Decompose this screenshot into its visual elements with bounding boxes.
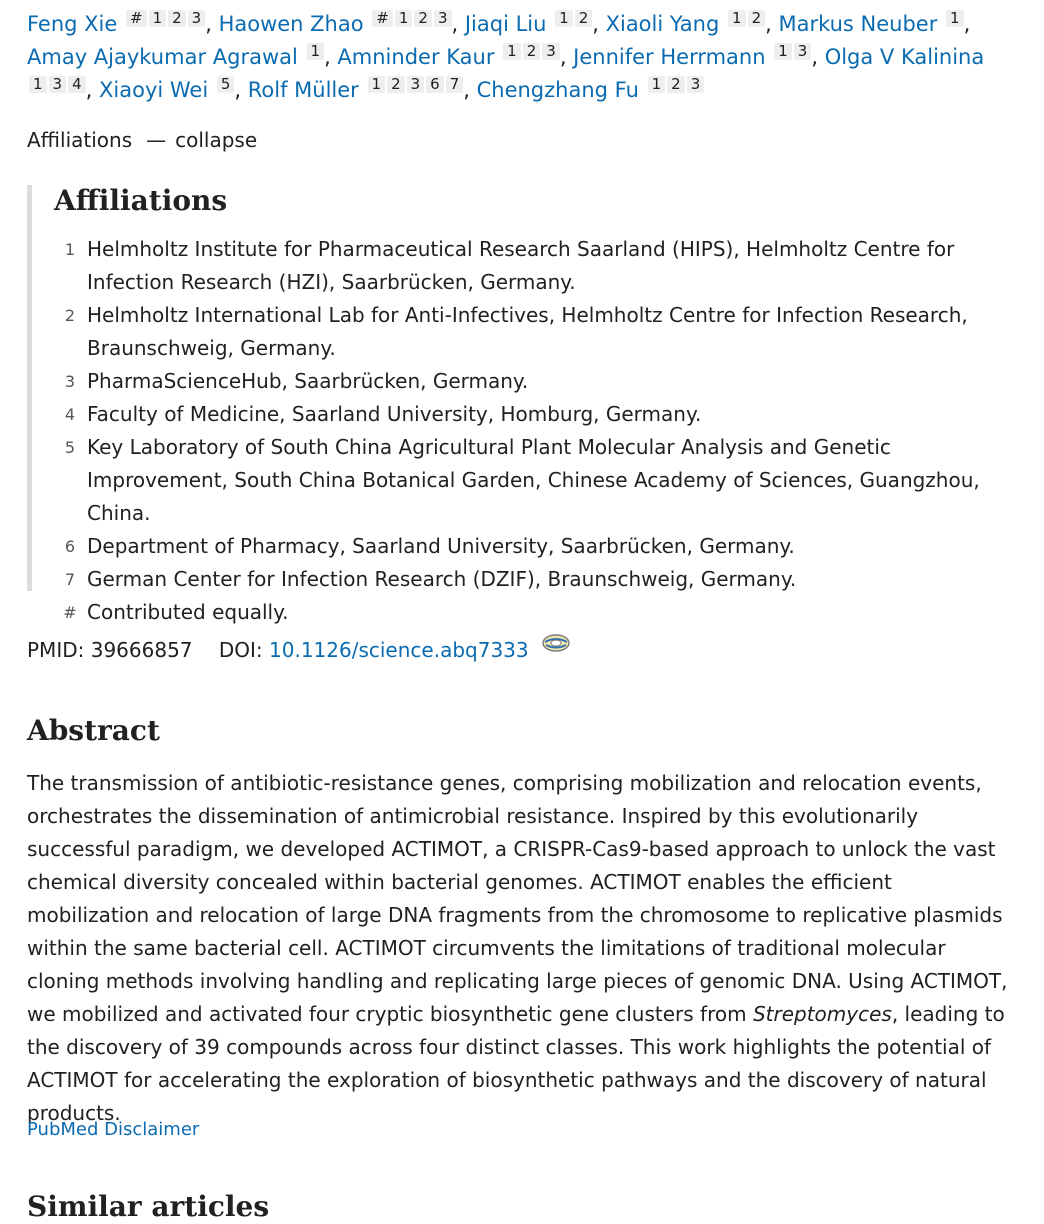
affiliation-mark[interactable]: 2 <box>387 76 405 93</box>
affiliation-item <box>32 431 1017 530</box>
affiliation-mark[interactable]: 2 <box>523 43 541 60</box>
affiliation-text: PharmaScienceHub, Saarbrücken, Germany. <box>87 369 529 393</box>
author-link[interactable]: Olga V Kalinina <box>824 45 985 69</box>
affiliation-text: German Center for Infection Research (DZIF), Braunschweig, Germany. <box>87 567 797 591</box>
author-separator: , <box>85 78 99 102</box>
pmid-value: 39666857 <box>90 638 193 662</box>
affiliation-mark[interactable]: 3 <box>542 43 560 60</box>
author-entry <box>337 42 559 69</box>
affiliation-mark[interactable]: 1 <box>728 10 746 27</box>
affiliation-mark[interactable]: 1 <box>774 43 792 60</box>
affiliations-toggle-label: Affiliations <box>27 128 133 152</box>
affiliation-text: Helmholtz International Lab for Anti-Infectives, Helmholtz Centre for Infection Research, Braunschweig, Germany. <box>87 303 968 360</box>
author-link[interactable]: Jennifer Herrmann <box>573 45 766 69</box>
author-separator: , <box>234 78 248 102</box>
author-entry <box>778 9 963 36</box>
affiliation-text: Department of Pharmacy, Saarland University, Saarbrücken, Germany. <box>87 534 795 558</box>
toggle-dash: — <box>146 128 167 152</box>
affiliation-number: 4 <box>64 405 76 424</box>
affiliation-marks <box>646 76 705 93</box>
affiliation-item <box>32 365 1017 398</box>
affiliation-item <box>32 563 1017 596</box>
affiliation-mark[interactable]: 1 <box>149 10 167 27</box>
affiliation-text: Contributed equally. <box>87 600 289 624</box>
affiliation-item <box>32 596 1017 629</box>
article-identifiers <box>27 634 571 666</box>
affiliation-number: 2 <box>64 306 76 325</box>
affiliation-text: Key Laboratory of South China Agricultural Plant Molecular Analysis and Genetic Improvement, South China Botanical Garden, Chinese Academy of Sciences, Guangzhou, China. <box>87 435 980 525</box>
author-separator: , <box>592 12 606 36</box>
affiliation-item <box>32 299 1017 365</box>
author-link[interactable]: Rolf Müller <box>247 78 359 102</box>
author-separator: , <box>451 12 465 36</box>
affiliation-item <box>32 398 1017 431</box>
affiliation-mark[interactable]: 1 <box>946 10 964 27</box>
abstract-text <box>27 767 1017 1130</box>
affiliation-mark[interactable]: 3 <box>794 43 812 60</box>
affiliations-heading: Affiliations <box>54 184 228 217</box>
affiliation-number: 1 <box>64 240 76 259</box>
affiliation-marks <box>501 43 560 60</box>
pubmed-disclaimer-link[interactable]: PubMed Disclaimer <box>27 1119 200 1140</box>
affiliation-number: 5 <box>64 438 76 457</box>
author-link[interactable]: Amninder Kaur <box>337 45 495 69</box>
affiliation-item <box>32 233 1017 299</box>
author-entry <box>605 9 766 36</box>
affiliation-mark[interactable]: 1 <box>648 76 666 93</box>
affiliation-mark[interactable]: 2 <box>168 10 186 27</box>
affiliation-marks <box>553 10 592 27</box>
abstract-text-part2: , leading to the discovery of 39 compounds across four distinct classes. This work highlights the potential of ACTIMOT for accelerating the exploration of biosynthetic pathways and the discovery of natural products. <box>27 1002 1005 1125</box>
affiliation-text: Helmholtz Institute for Pharmaceutical Research Saarland (HIPS), Helmholtz Centre for Infection Research (HZI), Saarbrücken, Germany. <box>87 237 955 294</box>
affiliation-mark[interactable]: 1 <box>555 10 573 27</box>
pmid-label: PMID: <box>27 638 85 662</box>
affiliation-number: 3 <box>64 372 76 391</box>
affiliation-mark[interactable]: # <box>372 10 393 27</box>
affiliation-mark[interactable]: 1 <box>395 10 413 27</box>
affiliation-mark[interactable]: 2 <box>414 10 432 27</box>
affiliation-mark[interactable]: 1 <box>307 43 325 60</box>
affiliation-number: 6 <box>64 537 76 556</box>
author-link[interactable]: Amay Ajaykumar Agrawal <box>27 45 298 69</box>
affiliation-item <box>32 530 1017 563</box>
affiliations-toggle[interactable] <box>27 126 257 154</box>
affiliation-marks <box>124 10 205 27</box>
author-link[interactable]: Chengzhang Fu <box>476 78 639 102</box>
affiliation-mark[interactable]: 1 <box>29 76 47 93</box>
affiliation-marks <box>772 43 811 60</box>
author-entry <box>99 75 234 102</box>
author-entry <box>27 42 324 69</box>
affiliation-marks <box>215 76 235 93</box>
affiliation-mark[interactable]: 7 <box>446 76 464 93</box>
affiliation-mark[interactable]: # <box>126 10 147 27</box>
author-separator: , <box>765 12 779 36</box>
affiliation-mark[interactable]: 3 <box>407 76 425 93</box>
affiliation-mark[interactable]: 3 <box>188 10 206 27</box>
affiliation-mark[interactable]: 1 <box>368 76 386 93</box>
affiliation-marks <box>366 76 464 93</box>
affiliation-marks <box>370 10 451 27</box>
author-entry <box>476 75 705 102</box>
affiliation-marks <box>27 76 86 93</box>
author-entry <box>27 9 205 36</box>
doi-label: DOI: <box>218 638 263 662</box>
author-link[interactable]: Xiaoli Yang <box>605 12 720 36</box>
doi-link[interactable]: 10.1126/science.abq7333 <box>269 638 529 662</box>
affiliation-mark[interactable]: 2 <box>575 10 593 27</box>
affiliation-marks <box>305 43 325 60</box>
similar-articles-heading: Similar articles <box>27 1190 270 1223</box>
full-text-link-icon[interactable] <box>541 631 571 653</box>
author-link[interactable]: Jiaqi Liu <box>464 12 547 36</box>
affiliations-list <box>32 233 1017 629</box>
author-link[interactable]: Markus Neuber <box>778 12 938 36</box>
author-separator: , <box>811 45 825 69</box>
affiliation-mark[interactable]: 2 <box>748 10 766 27</box>
affiliation-mark[interactable]: 4 <box>68 76 86 93</box>
author-entry <box>218 9 452 36</box>
affiliation-number: # <box>63 603 77 622</box>
abstract-heading: Abstract <box>27 714 160 747</box>
author-link[interactable]: Feng Xie <box>27 12 118 36</box>
affiliations-panel <box>27 184 1032 624</box>
author-separator: , <box>963 12 971 36</box>
affiliation-mark[interactable]: 3 <box>687 76 705 93</box>
author-link[interactable]: Xiaoyi Wei <box>99 78 209 102</box>
author-entry <box>247 75 463 102</box>
affiliation-mark[interactable]: 2 <box>667 76 685 93</box>
author-separator: , <box>205 12 219 36</box>
author-list <box>27 8 1027 107</box>
author-link[interactable]: Haowen Zhao <box>218 12 364 36</box>
author-entry <box>573 42 811 69</box>
affiliation-mark[interactable]: 3 <box>434 10 452 27</box>
affiliation-text: Faculty of Medicine, Saarland University, Homburg, Germany. <box>87 402 702 426</box>
author-separator: , <box>324 45 338 69</box>
abstract-text-part1: The transmission of antibiotic-resistance genes, comprising mobilization and relocation events, orchestrates the dissemination of antimicrobial resistance. Inspired by this evolutionarily successful paradigm, we developed ACTIMOT, a CRISPR-Cas9-based approach to unlock the vast chemical diversity concealed within bacterial genomes. ACTIMOT enables the efficient mobilization and relocation of large DNA fragments from the chromosome to replicative plasmids within the same bacterial cell. ACTIMOT circumvents the limitations of traditional molecular cloning methods involving handling and replicating large pieces of genomic DNA. Using ACTIMOT, we mobilized and activated four cryptic biosynthetic gene clusters from <box>27 771 1008 1026</box>
author-entry <box>464 9 592 36</box>
affiliation-marks <box>944 10 964 27</box>
affiliation-marks <box>726 10 765 27</box>
affiliation-mark[interactable]: 1 <box>503 43 521 60</box>
author-separator: , <box>463 78 477 102</box>
collapse-link[interactable]: collapse <box>175 128 258 152</box>
affiliation-number: 7 <box>64 570 76 589</box>
abstract-italic-term: Streptomyces <box>752 1002 892 1026</box>
affiliation-mark[interactable]: 6 <box>426 76 444 93</box>
author-separator: , <box>559 45 574 69</box>
affiliation-mark[interactable]: 3 <box>49 76 67 93</box>
affiliation-mark[interactable]: 5 <box>217 76 235 93</box>
